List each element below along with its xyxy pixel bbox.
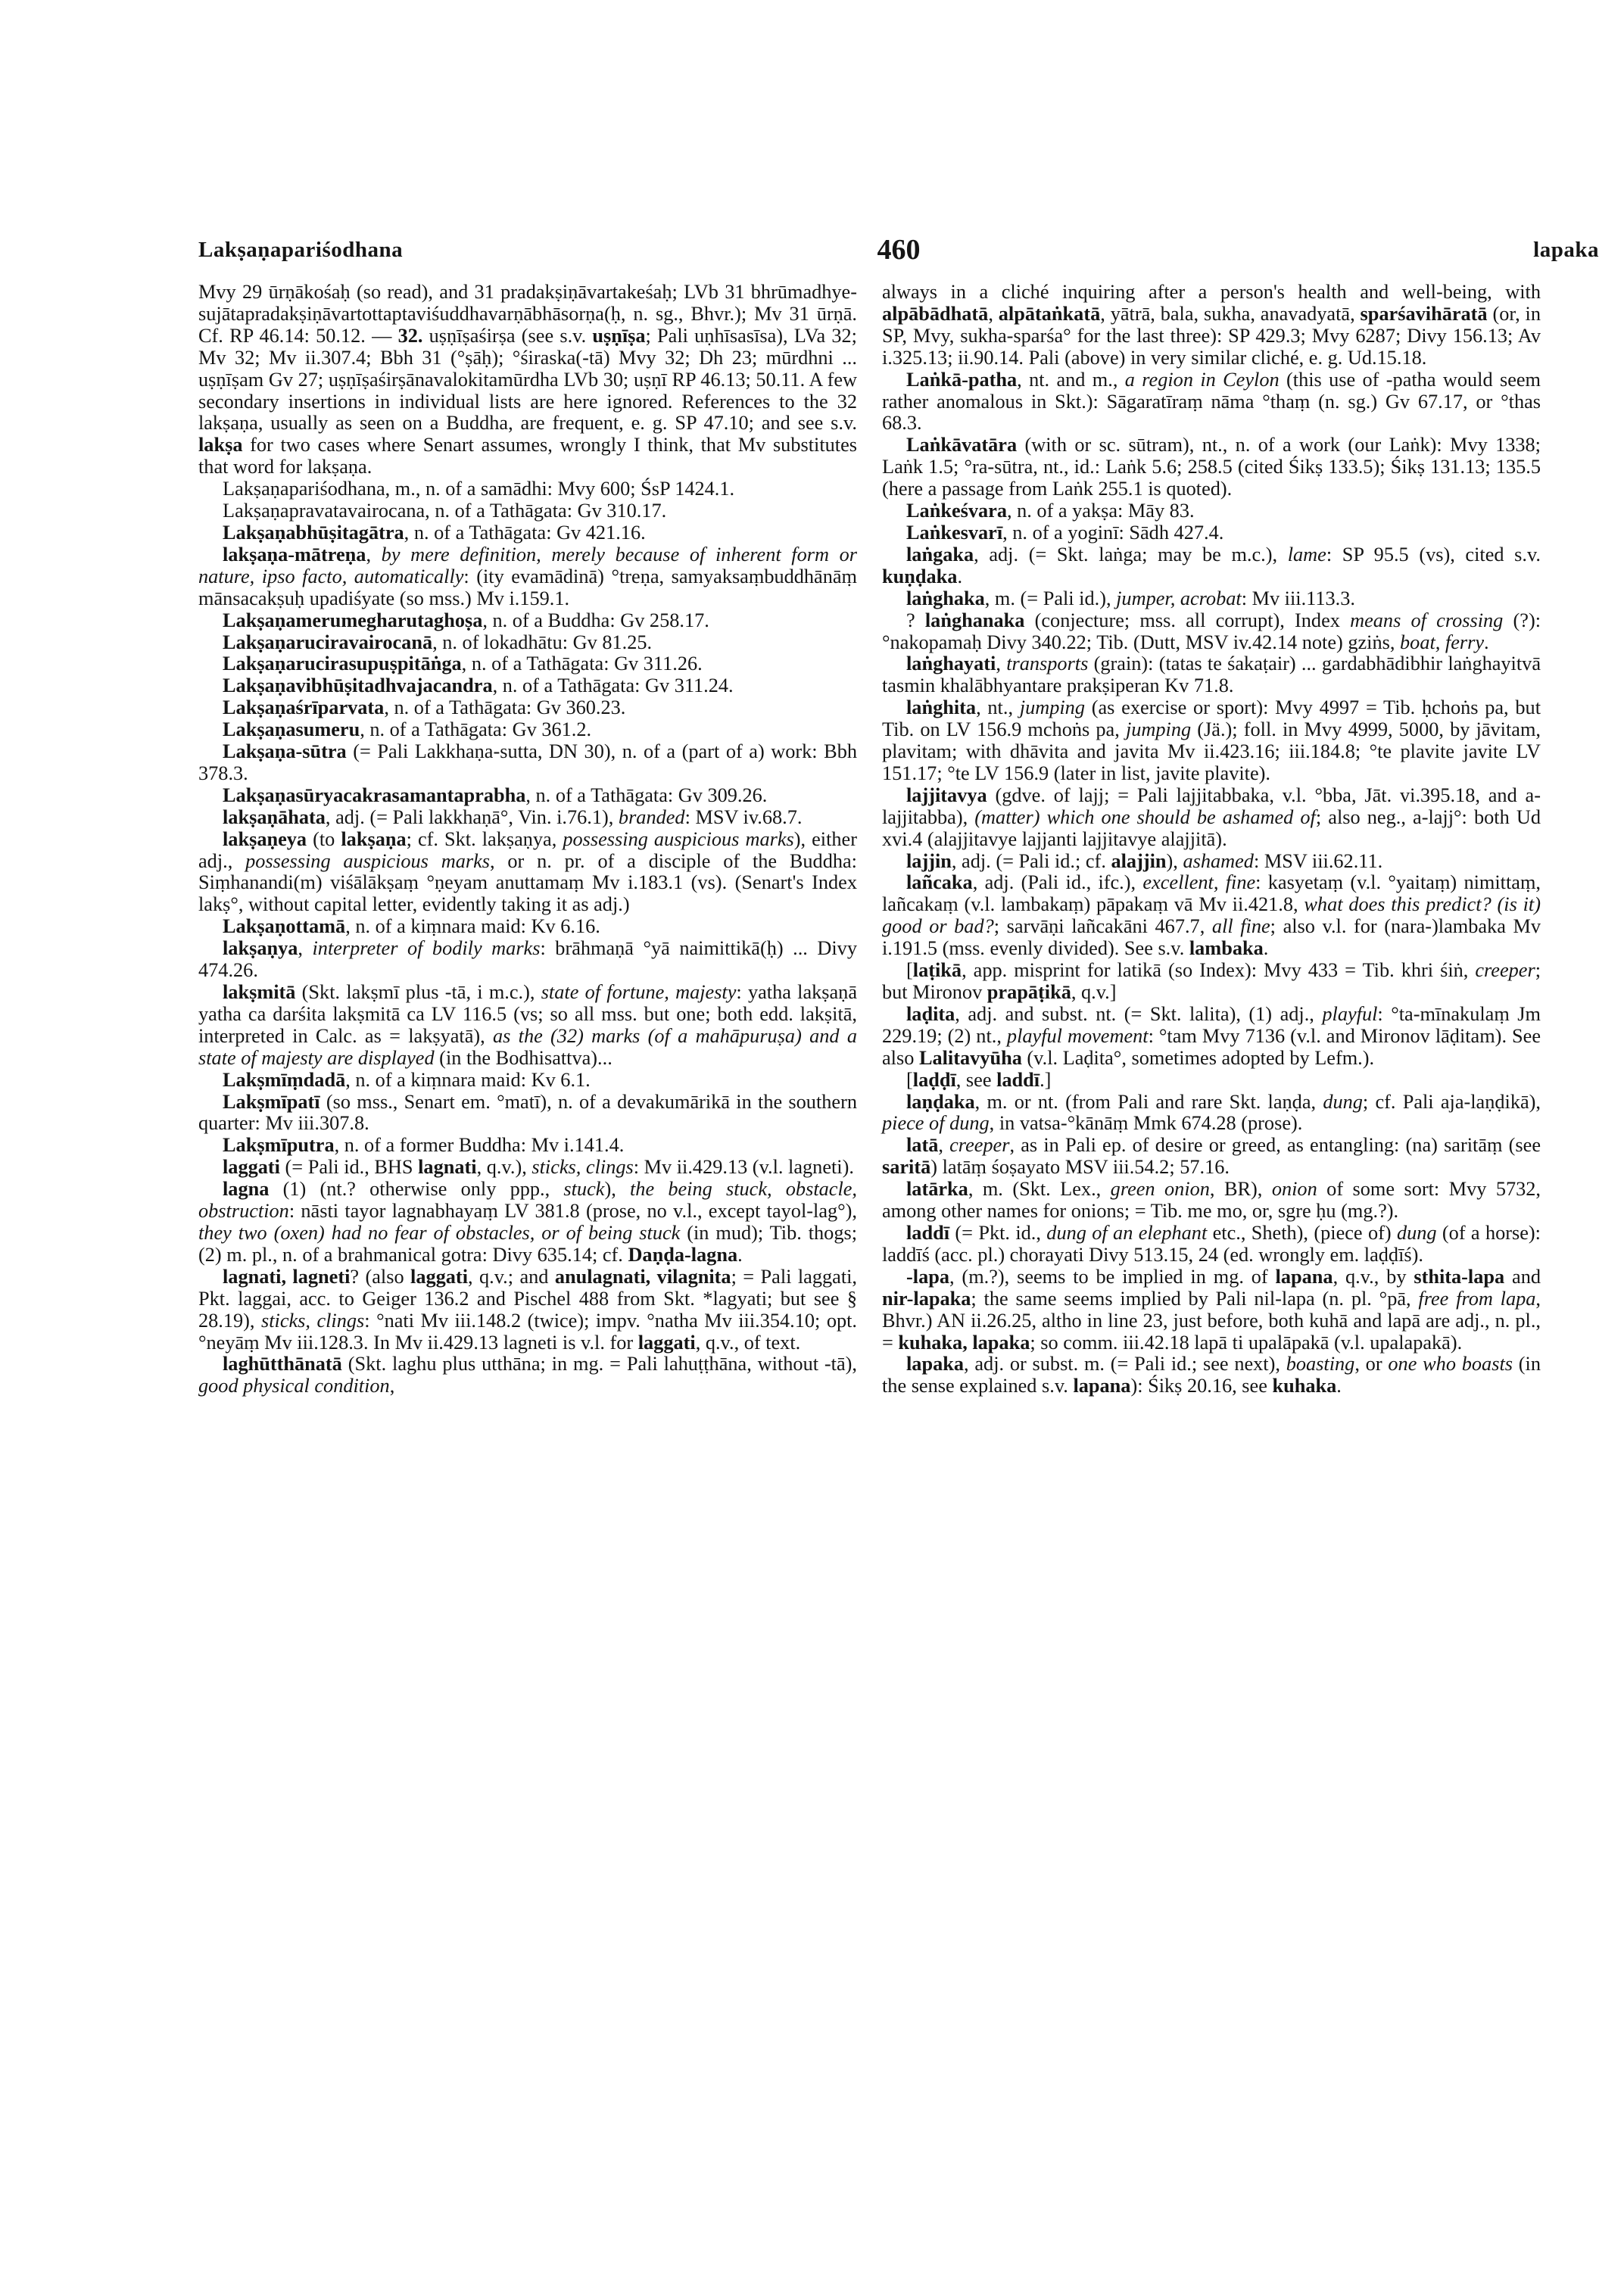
dictionary-entry: Lakṣaṇavibhūṣitadhvajacandra, n. of a Tathāgata: Gv 311.24. <box>223 675 734 697</box>
header-left-headword: Lakṣaṇapariśodhana <box>198 238 404 262</box>
dictionary-entry: lakṣaṇāhata, adj. (= Pali lakkhaṇā°, Vin. i.76.1), branded: MSV iv.68.7. <box>223 805 803 828</box>
dictionary-entry: latā, creeper, as in Pali ep. of desire or greed, as entangling: (na) saritāṃ (see saritā) latāṃ śoṣayato MSV iii.54.2; 57.16. <box>882 1134 1541 1179</box>
dictionary-entry: Mvy 29 ūrṇākośaḥ (so read), and 31 pradakṣiṇāvartakeśaḥ; LVb 31 bhrūmadhye-sujātapradakṣiṇāvartottaptaviśuddhavarṇābhāsorṇa(ḥ, n. sg., Bhvr.); Mv 31 ūrṇā. Cf. RP 46.14: 50.12. — 32. uṣṇīṣaśirṣa (see s.v. uṣṇīṣa; Pali uṇhīsasīsa), LVa 32; Mv 32; Mv ii.307.4; Bbh 31 (°ṣāḥ); °śiraska(-tā) Mvy 32; Dh 23; mūrdhni ... uṣṇīṣam Gv 27; uṣṇīṣaśirṣānavalokitamūrdha LVb 30; uṣṇī RP 46.13; 50.11. A few secondary insertions in individual lists are here ignored. References to the 32 lakṣaṇa, usually as seen on a Buddha, are frequent, e. g. SP 47.10; and see s.v. lakṣa for two cases where Senart assumes, wrongly I think, that Mv substitutes that word for lakṣaṇa. <box>198 281 857 478</box>
dictionary-entry: lakṣmitā (Skt. lakṣmī plus -tā, i m.c.), state of fortune, majesty: yatha lakṣaṇā yatha ca darśita lakṣmitā ca LV 116.5 (vs; so all mss. but one; both edd. lakṣitā, interpreted in Calc. as = lakṣyatā), as the (32) marks (of a mahāpuruṣa) and a state of majesty are displayed (in the Bodhisattva)... <box>198 981 857 1069</box>
dictionary-entry: latārka, m. (Skt. Lex., green onion, BR), onion of some sort: Mvy 5732, among other names for onions; = Tib. me mo, or, sgre ḥu (mg.?). <box>882 1178 1541 1223</box>
dictionary-entry: [laṭikā, app. misprint for latikā (so Index): Mvy 433 = Tib. khri śiṅ, creeper; but Mironov prapāṭikā, q.v.] <box>882 959 1541 1003</box>
dictionary-entry: laggati (= Pali id., BHS lagnati, q.v.), sticks, clings: Mv ii.429.13 (v.l. lagneti). <box>223 1156 854 1179</box>
dictionary-entry: Lakṣaṇasumeru, n. of a Tathāgata: Gv 361.2. <box>223 718 592 741</box>
dictionary-entry: Lakṣaṇaśrīparvata, n. of a Tathāgata: Gv 360.23. <box>223 696 626 719</box>
dictionary-entry: laṅghita, nt., jumping (as exercise or sport): Mvy 4997 = Tib. ḥchoṅs pa, but Tib. on LV 156.9 mchoṅs pa, jumping (Jä.); foll. in Mvy 4999, 5000, by jāvitam, plavitam; with dhāvita and javita Mv ii.423.16; iii.184.8; °te plavite javite LV 151.17; °te LV 156.9 (later in list, javite plavite). <box>882 696 1541 784</box>
dictionary-entry: Lakṣaṇaruciravairocanā, n. of lokadhātu: Gv 81.25. <box>223 631 653 653</box>
dictionary-entry: Lakṣaṇa-sūtra (= Pali Lakkhaṇa-sutta, DN 30), n. of a (part of a) work: Bbh 378.3. <box>198 740 857 784</box>
page-header <box>198 233 1599 279</box>
dictionary-entry: Lakṣaṇapravatavairocana, n. of a Tathāgata: Gv 310.17. <box>223 500 667 522</box>
dictionary-entry: lagnati, lagneti? (also laggati, q.v.; and anulagnati, vilagnita; = Pali laggati, Pkt. laggai, acc. to Geiger 136.2 and Pischel 488 from Skt. *lagyati; but see § 28.19), sticks, clings: °nati Mv iii.148.2 (twice); impv. °natha Mv iii.354.10; opt. °neyāṃ Mv iii.128.3. In Mv ii.429.13 lagneti is v.l. for laggati, q.v., of text. <box>198 1265 858 1354</box>
dictionary-entry: laṅghaka, m. (= Pali id.), jumper, acrobat: Mv iii.113.3. <box>906 587 1355 609</box>
dictionary-entry: lajjin, adj. (= Pali id.; cf. alajjin), ashamed: MSV iii.62.11. <box>906 849 1383 872</box>
dictionary-entry: lakṣaṇeya (to lakṣaṇa; cf. Skt. lakṣaṇya, possessing auspicious marks), either adj., possessing auspicious marks, or n. pr. of a disciple of the Buddha: Siṃhanandi(m) viśālākṣaṃ °ṇeyam anuttamaṃ Mv i.183.1 (vs). (Senart's Index lakṣ°, without capital letter, evidently taking it as adj.) <box>198 827 857 916</box>
dictionary-entry: Lakṣaṇabhūṣitagātra, n. of a Tathāgata: Gv 421.16. <box>223 521 646 544</box>
dictionary-entry: Lakṣaṇapariśodhana, m., n. of a samādhi: Mvy 600; ŚsP 1424.1. <box>223 478 735 500</box>
dictionary-entry: ? laṅghanaka (conjecture; mss. all corrupt), Index means of crossing (?): °nakopamaḥ Divy 340.22; Tib. (Dutt, MSV iv.42.14 note) gziṅs, boat, ferry. <box>882 609 1541 653</box>
left-column <box>198 282 857 1397</box>
dictionary-entry: Lakṣaṇamerumegharutaghoṣa, n. of a Buddha: Gv 258.17. <box>223 609 709 631</box>
dictionary-entry: Lakṣaṇasūryacakrasamantaprabha, n. of a Tathāgata: Gv 309.26. <box>223 784 768 806</box>
dictionary-entry: laghūtthānatā (Skt. laghu plus utthāna; in mg. = Pali lahuṭṭhāna, without -tā), good physical condition, <box>198 1353 857 1397</box>
dictionary-entry: laḍita, adj. and subst. nt. (= Skt. lalita), (1) adj., playful: °ta-mīnakulaṃ Jm 229.19; (2) nt., playful movement: °tam Mvy 7136 (v.l. and Mironov lāḍitam). See also Lalitavyūha (v.l. Laḍita°, sometimes adopted by Lefm.). <box>882 1002 1541 1069</box>
dictionary-entry: lagna (1) (nt.? otherwise only ppp., stuck), the being stuck, obstacle, obstruction: nāsti tayor lagnabhayaṃ LV 381.8 (prose, no v.l., except tayol-lag°), they two (oxen) had no fear of obstacles, or of being stuck (in mud); Tib. thogs; (2) m. pl., n. of a brahmanical gotra: Divy 635.14; cf. Daṇḍa-lagna. <box>198 1178 858 1266</box>
dictionary-entry: Lakṣmīṃdadā, n. of a kiṃnara maid: Kv 6.1. <box>223 1068 591 1091</box>
dictionary-entry: Lakṣmīpatī (so mss., Senart em. °matī), n. of a devakumārikā in the southern quarter: Mv iii.307.8. <box>198 1090 857 1135</box>
dictionary-entry: lakṣaṇya, interpreter of bodily marks: brāhmaṇā °yā naimittikā(ḥ) ... Divy 474.26. <box>198 937 857 982</box>
dictionary-entry: Lakṣmīputra, n. of a former Buddha: Mv i.141.4. <box>223 1134 625 1157</box>
dictionary-entry: laṅgaka, adj. (= Skt. laṅga; may be m.c.), lame: SP 95.5 (vs), cited s.v. kuṇḍaka. <box>882 543 1541 587</box>
dictionary-entry: -lapa, (m.?), seems to be implied in mg. of lapana, q.v., by sthita-lapa and nir-lapaka; the same seems implied by Pali nil-lapa (n. pl. °pā, free from lapa, Bhvr.) AN ii.26.25, altho in line 23, just before, both kuhā and lapā are adj., n. pl., = kuhaka, lapaka; so comm. iii.42.18 lapā ti upalāpakā (v.l. upalapakā). <box>882 1265 1541 1354</box>
dictionary-entry: [laḍḍī, see laddī.] <box>906 1068 1052 1091</box>
dictionary-entry: Lakṣaṇarucirasupuṣpitāṅga, n. of a Tathāgata: Gv 311.26. <box>223 653 703 675</box>
dictionary-entry: lapaka, adj. or subst. m. (= Pali id.; see next), boasting, or one who boasts (in the sense explained s.v. lapana): Śikṣ 20.16, see kuhaka. <box>882 1353 1541 1397</box>
dictionary-entry: laṇḍaka, m. or nt. (from Pali and rare Skt. laṇḍa, dung; cf. Pali aja-laṇḍikā), piece of dung, in vatsa-°kānāṃ Mmk 674.28 (prose). <box>882 1090 1541 1135</box>
dictionary-entry: laddī (= Pkt. id., dung of an elephant etc., Sheth), (piece of) dung (of a horse): laddīś (acc. pl.) chorayati Divy 513.15, 24 (ed. wrongly em. laḍḍīś). <box>882 1221 1541 1266</box>
dictionary-entry: always in a cliché inquiring after a person's health and well-being, with alpābādhatā, alpātaṅkatā, yātrā, bala, sukha, anavadyatā, sparśavihāratā (or, in SP, Mvy, sukha-sparśa° for the last three): SP 429.3; Mvy 6287; Divy 156.13; Av i.325.13; ii.90.14. Pali (above) in very similar cliché, e. g. Ud.15.18. <box>882 281 1541 369</box>
dictionary-entry: lañcaka, adj. (Pali id., ifc.), excellent, fine: kasyetaṃ (v.l. °yaitaṃ) nimittaṃ, lañcakaṃ (v.l. lambakaṃ) pāpakaṃ vā Mv ii.421.8, what does this predict? (is it) good or bad?; sarvāṇi lañcakāni 467.7, all fine; also v.l. for (nara-)lambaka Mv i.191.5 (mss. evenly divided). See s.v. lambaka. <box>882 871 1541 960</box>
dictionary-entry: lakṣaṇa-mātreṇa, by mere definition, merely because of inherent form or nature, ipso facto, automatically: (ity evamādinā) °treṇa, samyaksaṃbuddhānāṃ mānsacakṣuḥ upadiśyate (so mss.) Mv i.159.1. <box>198 543 858 609</box>
dictionary-entry: Laṅkeśvara, n. of a yakṣa: Māy 83. <box>906 500 1195 522</box>
dictionary-entry: Laṅkā-patha, nt. and m., a region in Ceylon (this use of -patha would seem rather anomalous in Skt.): Sāgaratīraṃ nāma °thaṃ (n. sg.) Gv 67.17, or °thas 68.3. <box>882 368 1541 435</box>
dictionary-entry: lajjitavya (gdve. of lajj; = Pali lajjitabbaka, v.l. °bba, Jāt. vi.395.18, and a-lajjitabba), (matter) which one should be ashamed of; also neg., a-lajj°: both Ud xvi.4 (alajjitavye lajjanti lajjitavye alajjitā). <box>882 784 1541 850</box>
dictionary-entry: laṅghayati, transports (grain): (tatas te śakaṭair) ... gardabhādibhir laṅghayitvā tasmin khalābhyantare prakṣiperan Kv 71.8. <box>882 653 1541 697</box>
dictionary-entry: Laṅkesvarī, n. of a yoginī: Sādh 427.4. <box>906 521 1224 544</box>
dictionary-entry: Laṅkāvatāra (with or sc. sūtram), nt., n. of a work (our Laṅk): Mvy 1338; Laṅk 1.5; °ra-sūtra, nt., id.: Laṅk 5.6; 258.5 (cited Śikṣ 133.5); Śikṣ 131.13; 135.5 (here a passage from Laṅk 255.1 is quoted). <box>882 434 1541 500</box>
header-right-headword: lapaka <box>1533 238 1599 262</box>
right-column <box>882 282 1541 1397</box>
dictionary-entry: Lakṣaṇottamā, n. of a kiṃnara maid: Kv 6.16. <box>223 915 600 938</box>
page-number: 460 <box>877 234 921 266</box>
